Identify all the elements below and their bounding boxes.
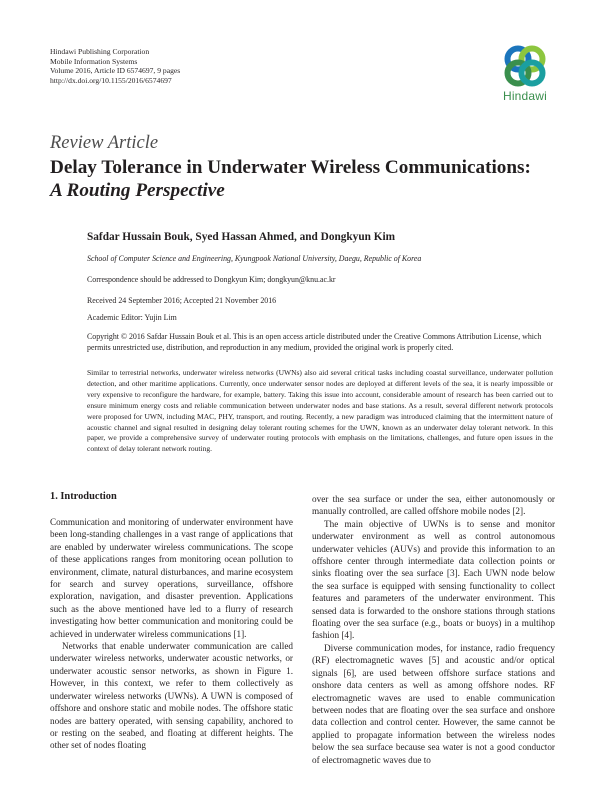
journal-header	[50, 47, 180, 85]
paragraph: over the sea surface or under the sea, either autonomously or manually controlled, are called offshore mobile nodes [2].	[312, 494, 555, 517]
logo-wordmark: Hindawi	[502, 89, 548, 103]
correspondence: Correspondence should be addressed to Dongkyun Kim; dongkyun@knu.ac.kr	[87, 275, 336, 284]
paragraph: Networks that enable underwater communication are called underwater wireless networks, underwater acoustic networks, or underwater acoustic sensor networks, as shown in Figure 1. However, in this context, we refer to them collectively as underwater wireless networks (UWNs). A UWN is composed of offshore and onshore static and mobile nodes. The offshore static nodes are battery operated, with sensing capability, anchored to or resting on the seabed, and floating at different heights. The other set of nodes floating	[50, 641, 293, 751]
article-type: Review Article	[50, 133, 159, 153]
volume-info: Volume 2016, Article ID 6574697, 9 pages	[50, 66, 181, 76]
title-line-2: A Routing Perspective	[50, 180, 225, 201]
hindawi-rings-icon	[503, 44, 547, 88]
paragraph: Diverse communication modes, for instance, radio frequency (RF) electromagnetic waves [5] and acoustic and/or optical signals [6], are used between offshore surface stations and onshore data centers as well as among offshore nodes. RF electromagnetic waves are used to enable communication between nodes that are floating over the sea surface and onshore data collection and control center. However, the same cannot be applied to propagate information between the wireless nodes below the sea surface because sea water is not a good conductor of electromagnetic waves due to	[312, 642, 555, 765]
title-line-1: Delay Tolerance in Underwater Wireless Communications:	[50, 157, 531, 178]
paragraph: Communication and monitoring of underwater environment have been long-standing challenges in a vast range of applications that are enabled by underwater wireless communications. The scope of these applications ranges from monitoring ocean pollution to environment, climate, natural disturbances, and marine ecosystem for search and survey operations, surveillance, offshore exploration, navigation, and disaster prevention. Applications such as the above mentioned have led to a flurry of research investigating how better communication and monitoring could be achieved in underwater wireless communications [1].	[50, 517, 293, 639]
left-column	[50, 516, 293, 752]
abstract: Similar to terrestrial networks, underwater wireless networks (UWNs) also aid several critical tasks including coastal surveillance, underwater pollution detection, and other maritime applications. Currently, once underwater sensor nodes are deployed at different levels of the sea, it is nearly impossible or very expensive to reconfigure the hardware, for example, battery. Taking this issue into account, considerable amount of research has been carried out to ensure minimum energy costs and reliable communication between underwater nodes and base stations. As a result, several different network protocols were proposed for UWN, including MAC, PHY, transport, and routing. Recently, a new paradigm was introduced claiming that the intermittent nature of acoustic channel and signal resulted in designing delay tolerant routing schemes for the UWN, known as an underwater delay tolerant network. In this paper, we provide a comprehensive survey of underwater routing protocols with emphasis on the limitations, challenges, and future open issues in the context of delay tolerant network routing.	[87, 368, 553, 454]
journal-name: Mobile Information Systems	[50, 56, 138, 66]
dates: Received 24 September 2016; Accepted 21 November 2016	[87, 296, 277, 305]
article-title	[50, 156, 570, 202]
author-list: Safdar Hussain Bouk, Syed Hassan Ahmed, and Dongkyun Kim	[87, 231, 396, 243]
right-column	[312, 493, 555, 766]
copyright-notice: Copyright © 2016 Safdar Hussain Bouk et al. This is an open access article distributed under the Creative Commons Attribution License, which permits unrestricted use, distribution, and reproduction in any medium, provided the original work is properly cited.	[87, 332, 542, 352]
section-heading: 1. Introduction	[50, 491, 117, 502]
affiliation: School of Computer Science and Engineering, Kyungpook National University, Daegu, Republic of Korea	[87, 254, 422, 263]
hindawi-logo	[494, 44, 556, 108]
doi-link[interactable]: http://dx.doi.org/10.1155/2016/6574697	[50, 75, 172, 85]
paragraph: The main objective of UWNs is to sense and monitor underwater environment as well as control autonomous underwater vehicles (AUVs) and provide this information to an offshore center through intermediate data collection points or sinks floating over the sea surface [3]. Each UWN node below the sea surface is equipped with sensing functionality to collect features and parameters of the underwater environment. This sensed data is forwarded to the onshore stations through stations floating over the sea surface (e.g., boats or buoys) in a multihop fashion [4].	[312, 518, 555, 641]
academic-editor: Academic Editor: Yujin Lim	[87, 313, 177, 322]
publisher-line: Hindawi Publishing Corporation	[50, 47, 150, 56]
